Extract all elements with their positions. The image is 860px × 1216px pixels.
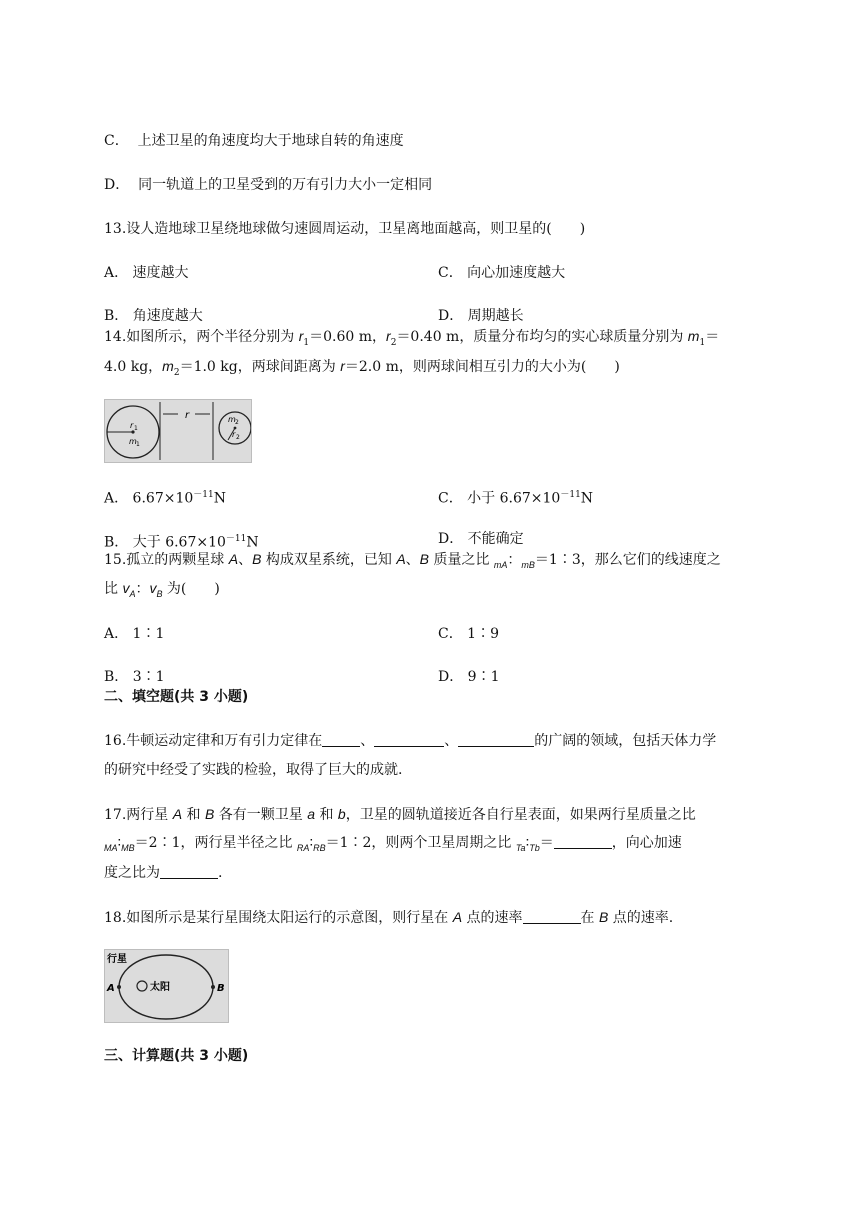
label-m2-sub: 2 (235, 419, 239, 426)
section-heading-fill-in: 二、填空题(共 3 小题) (104, 689, 249, 705)
q15-stem-line2 (104, 578, 220, 604)
var-B: B (598, 909, 609, 925)
text: 4.0 kg， (104, 359, 163, 375)
var-A: A (228, 551, 239, 567)
sun-icon (137, 981, 147, 991)
answer-blank-acceleration-ratio[interactable] (160, 864, 218, 879)
var-mA: mA (493, 559, 508, 570)
text: ＝1∶3，那么它们的线速度之 (534, 552, 721, 568)
text: ＝1.0 kg，两球间距离为 (179, 359, 341, 375)
spheres-diagram (105, 400, 251, 462)
q17-stem-line2 (104, 833, 682, 858)
q15-option-a: A． 1∶1 (104, 626, 165, 642)
answer-blank-period-ratio[interactable] (554, 834, 612, 849)
text: 度之比为 (104, 865, 160, 881)
var-A: A (452, 909, 463, 925)
q14-stem-line1 (104, 326, 719, 353)
text: 点的速率. (608, 910, 674, 926)
text: 质量之比 (429, 552, 494, 568)
label-r: r (184, 410, 190, 421)
var-MA: MA (104, 842, 118, 853)
var-vB: v (149, 580, 157, 596)
q13-option-c: C． 向心加速度越大 (438, 265, 566, 281)
label-point-b: B (217, 983, 225, 994)
var-mB: mB (521, 559, 535, 570)
var-RA: RA (296, 842, 310, 853)
subscript: 2 (390, 337, 397, 348)
option-text: 上述卫星的角速度均大于地球自转的角速度 (137, 133, 404, 149)
text: 为( ) (162, 581, 220, 597)
var-RB: RB (313, 842, 326, 853)
q13-option-b: B． 角速度越大 (104, 308, 203, 324)
q14-figure-two-spheres (104, 399, 252, 463)
q13-option-d: D． 周期越长 (438, 308, 524, 324)
text: 的广阔的领域，包括天体力学 (534, 733, 717, 749)
superscript: －11 (225, 534, 247, 544)
text: 、 (444, 733, 459, 749)
var-a: a (307, 806, 316, 822)
q14-option-d: D． 不能确定 (438, 531, 524, 547)
q16-stem-line2: 的研究中经受了实践的检验，取得了巨大的成就. (104, 762, 403, 778)
text: ＝2∶1，两行星半径之比 (134, 835, 297, 851)
q12-option-c (104, 131, 404, 151)
text: 16.牛顿运动定律和万有引力定律在 (104, 733, 323, 749)
var-B: B (252, 551, 262, 567)
var-r2: r (386, 328, 391, 344)
option-text: 同一轨道上的卫星受到的万有引力大小一定相同 (138, 177, 433, 193)
text: ＝ (705, 329, 720, 345)
point-a-dot (117, 985, 121, 989)
label-m1-sub: 1 (136, 441, 140, 448)
label-r2: r (232, 430, 236, 439)
q12-option-d (104, 175, 432, 195)
q18-figure-orbit (104, 949, 229, 1023)
q14-option-a (104, 485, 226, 509)
label-r1: r (130, 421, 134, 430)
answer-blank-speed-compare[interactable] (523, 909, 581, 924)
label-planet: 行星 (107, 954, 127, 965)
text: 、 (238, 552, 253, 568)
point-b-dot (211, 985, 215, 989)
q14-option-c (438, 485, 593, 509)
option-label: D． (104, 177, 130, 193)
subscript: 1 (699, 337, 706, 348)
text: ： (507, 552, 522, 568)
q15-stem-line1 (104, 549, 721, 575)
text: ＝2.0 m，则两球间相互引力的大小为( ) (344, 359, 620, 375)
text: ∶ (309, 835, 314, 851)
var-B: B (419, 551, 429, 567)
text: 和 (182, 807, 205, 823)
text: ∶ (117, 835, 122, 851)
section-heading-calculation: 三、计算题(共 3 小题) (104, 1048, 249, 1064)
text: 15.孤立的两颗星球 (104, 552, 229, 568)
superscript: －11 (560, 490, 581, 500)
q13-option-a: A． 速度越大 (104, 265, 189, 281)
label-point-a: A (107, 983, 115, 994)
text: 17.两行星 (104, 807, 173, 823)
text: B． 大于 6.67×10 (104, 534, 226, 551)
text: 18.如图所示是某行星围绕太阳运行的示意图，则行星在 (104, 910, 453, 926)
q15-option-b: B． 3∶1 (104, 669, 165, 685)
var-m2: m (162, 358, 174, 374)
text: 14.如图所示，两个半径分别为 (104, 329, 299, 345)
text: 在 (580, 910, 599, 926)
text: ，卫星的圆轨道接近各自行星表面，如果两行星质量之比 (345, 807, 696, 823)
text: A． 6.67×10 (104, 490, 194, 507)
q17-stem-line1 (104, 804, 696, 825)
text: 、 (360, 733, 375, 749)
text: ＝0.60 m， (309, 329, 387, 345)
label-r1-sub: 1 (134, 425, 138, 432)
text: 比 (104, 581, 123, 597)
text: ＝ (539, 835, 554, 851)
text: N (580, 490, 594, 507)
var-m1: m (687, 328, 700, 344)
label-m1: m (129, 437, 137, 446)
q17-stem-line3 (104, 863, 222, 883)
text: ＝0.40 m，质量分布均匀的实心球质量分别为 (396, 329, 688, 345)
q13-stem: 13.设人造地球卫星绕地球做匀速圆周运动，卫星离地面越高，则卫星的( ) (104, 221, 586, 237)
text: ∶ (525, 835, 530, 851)
var-r1: r (298, 328, 304, 344)
text: N (246, 534, 259, 551)
q15-option-d: D． 9∶1 (438, 669, 500, 685)
q15-option-c: C． 1∶9 (438, 626, 499, 642)
var-b: b (337, 806, 346, 822)
text: 、 (405, 552, 420, 568)
q16-stem-line1 (104, 731, 716, 751)
text: C． 小于 6.67×10 (438, 490, 561, 507)
var-B: B (204, 806, 215, 822)
var-A: A (396, 551, 406, 567)
orbit-diagram (105, 950, 228, 1022)
text: ，向心加速 (611, 835, 682, 851)
q14-stem-line2 (104, 356, 620, 383)
subscript: A (129, 588, 136, 599)
option-label: C． (104, 133, 129, 149)
var-MB: MB (121, 842, 135, 853)
text: 构成双星系统，已知 (261, 552, 397, 568)
text: N (213, 490, 226, 507)
subscript: B (156, 588, 163, 599)
var-Ta: Ta (515, 842, 526, 853)
text: ＝1∶2，则两个卫星周期之比 (325, 835, 516, 851)
text: 各有一颗卫星 (214, 807, 308, 823)
text: . (218, 865, 223, 881)
superscript: －11 (193, 490, 214, 500)
text: 和 (315, 807, 338, 823)
subscript: 2 (173, 367, 180, 378)
q18-stem (104, 907, 673, 928)
var-vA: v (122, 580, 130, 596)
label-r2-sub: 2 (236, 434, 240, 441)
var-A: A (172, 806, 183, 822)
answer-blank-1[interactable] (322, 732, 360, 747)
var-Tb: Tb (529, 842, 540, 853)
text: ： (135, 581, 150, 597)
label-sun: 太阳 (150, 982, 170, 993)
subscript: 1 (303, 337, 310, 348)
answer-blank-2[interactable] (374, 732, 444, 747)
text: 点的速率 (462, 910, 523, 926)
var-r: r (340, 358, 345, 374)
label-m2: m (228, 415, 236, 424)
answer-blank-3[interactable] (458, 732, 534, 747)
